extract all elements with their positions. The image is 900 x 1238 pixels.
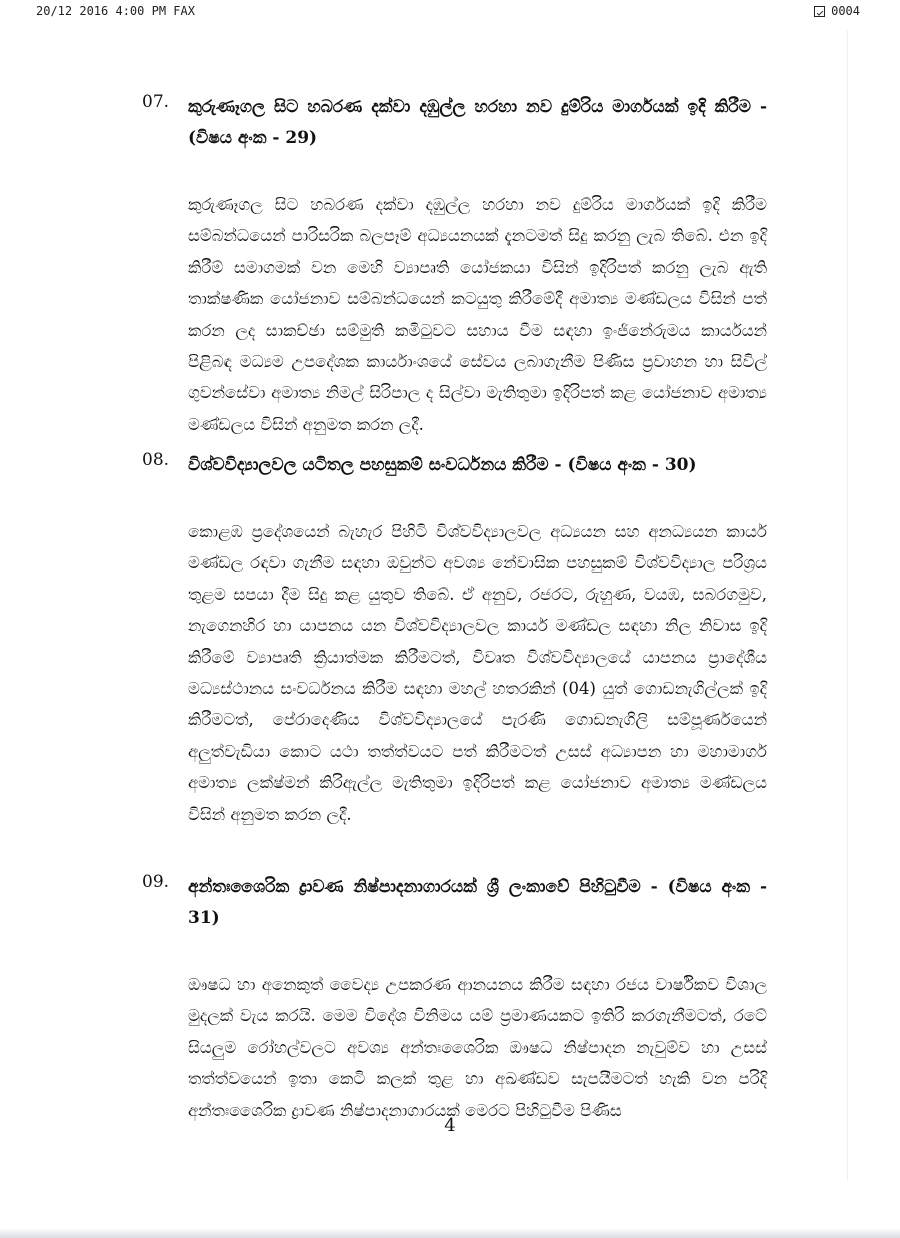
page-number: 4 <box>444 1115 456 1136</box>
section-08 <box>142 450 767 830</box>
section-07 <box>142 92 767 440</box>
scan-artifact-line <box>847 30 848 1180</box>
fax-page-code: 0004 <box>831 4 860 18</box>
fax-timestamp: 20/12 2016 4:00 PM FAX <box>36 4 195 18</box>
fax-page-counter <box>814 4 860 18</box>
section-body: ඖෂධ හා අනෙකුත් වෛද්‍ය උපකරණ ආනයනය කිරීම සඳහා රජය වාර්ෂිකව විශාල මුදලක් වැය කරයි. මෙම විදේශ විනිමය යම් ප්‍රමාණයකට ඉතිරි කරගැනීමටත්, රටේ සියලුම රෝහල්වලට අවශ්‍ය අන්තඃශෛරික ඖෂධ නිෂ්පාදන නැවුම්ව හා උසස් තත්ත්වයෙන් ඉතා කෙටි කලක් තුළ හා අඛණ්ඩව සැපයීමටත් හැකි වන පරිදි අන්තඃශෛරික ද්‍රාවණ නිෂ්පාදනාගාරයක් මෙරට පිහිටුවීම පිණිස <box>188 975 767 1120</box>
section-title: කුරුණෑගල සිට හබරණ දක්වා දඹුල්ල හරහා නව දුම්රිය මාර්ගයක් ඉදි කිරීම - (විෂය අංක - 29) <box>188 97 767 148</box>
section-number: 07. <box>142 92 170 112</box>
section-number: 08. <box>142 450 170 470</box>
section-title: අන්තඃශෛරික ද්‍රාවණ නිෂ්පාදනාගාරයක් ශ්‍රී ලංකාවේ පිහිටුවීම - (විෂය අංක - 31) <box>188 877 767 928</box>
section-body: කොළඹ ප්‍රදේශයෙන් බැහැර පිහිටි විශ්වවිද්‍යාලවල අධ්‍යයන සහ අනධ්‍යයන කාර්ය මණ්ඩල රඳවා ගැනීම සඳහා ඔවුන්ට අවශ්‍ය නේවාසික පහසුකම් විශ්වවිද්‍යාල පරිශ්‍රය තුළම සපයා දීම සිදු කළ යුතුව තිබේ. ඒ අනුව, රජරට, රුහුණ, වයඹ, සබරගමුව, නැගෙනහිර හා යාපනය යන විශ්වවිද්‍යාලවල කාර්ය මණ්ඩල සඳහා නිල නිවාස ඉදි කිරීමේ ව්‍යාපෘති ක්‍රියාත්මක කිරීමටත්, විවෘත විශ්වවිද්‍යාලයේ යාපනය ප්‍රාදේශීය මධ්‍යස්ථානය සංවර්ධනය කිරීම සඳහා මහල් හතරකින් (04) යුත් ගොඩනැගිල්ලක් ඉදි කිරීමටත්, පේරාදෙණිය විශ්වවිද්‍යාලයේ පැරණි ගොඩනැගිලි සම්පූර්ණයෙන් අලුත්වැඩියා කොට යථා තත්ත්වයට පත් කිරීමටත් උසස් අධ්‍යාපන හා මහාමාර්ග අමාත්‍ය ලක්ෂ්මන් කිරිඇල්ල මැතිතුමා ඉදිරිපත් කළ යෝජනාව අමාත්‍ය මණ්ඩලය විසින් අනුමත කරන ලදී. <box>188 522 767 824</box>
section-title: විශ්වවිද්‍යාලවල යටිතල පහසුකම් සංවර්ධනය කිරීම - (විෂය අංක - 30) <box>188 455 697 475</box>
fax-header <box>36 4 860 20</box>
section-09 <box>142 872 767 1126</box>
checkbox-icon <box>814 6 825 17</box>
scan-edge <box>0 1228 900 1238</box>
section-body: කුරුණෑගල සිට හබරණ දක්වා දඹුල්ල හරහා නව දුම්රිය මාර්ගයක් ඉදි කිරීම සම්බන්ධයෙන් පාරිසරික බලපෑම් අධ්‍යයනයක් දැනටමත් සිදු කරනු ලැබ තිබේ. එන ඉදි කිරීම් සමාගමක් වන මෙහි ව්‍යාපෘති යෝජකයා විසින් ඉදිරිපත් කරනු ලැබ ඇති තාක්ෂණික යෝජනාව සම්බන්ධයෙන් කටයුතු කිරීමේදී අමාත්‍ය මණ්ඩලය විසින් පත් කරන ලද සාකච්ඡා සම්මුති කමිටුවට සහාය වීම සඳහා ඉංජිනේරුමය කාර්යයන් පිළිබඳ මධ්‍යම උපදේශක කාර්යාංශයේ සේවය ලබාගැනීම පිණිස ප්‍රවාහන හා සිවිල් ගුවන්සේවා අමාත්‍ය නිමල් සිරිපාල ද සිල්වා මැතිතුමා ඉදිරිපත් කළ යෝජනාව අමාත්‍ය මණ්ඩලය විසින් අනුමත කරන ලදී. <box>188 195 767 434</box>
section-number: 09. <box>142 872 170 892</box>
